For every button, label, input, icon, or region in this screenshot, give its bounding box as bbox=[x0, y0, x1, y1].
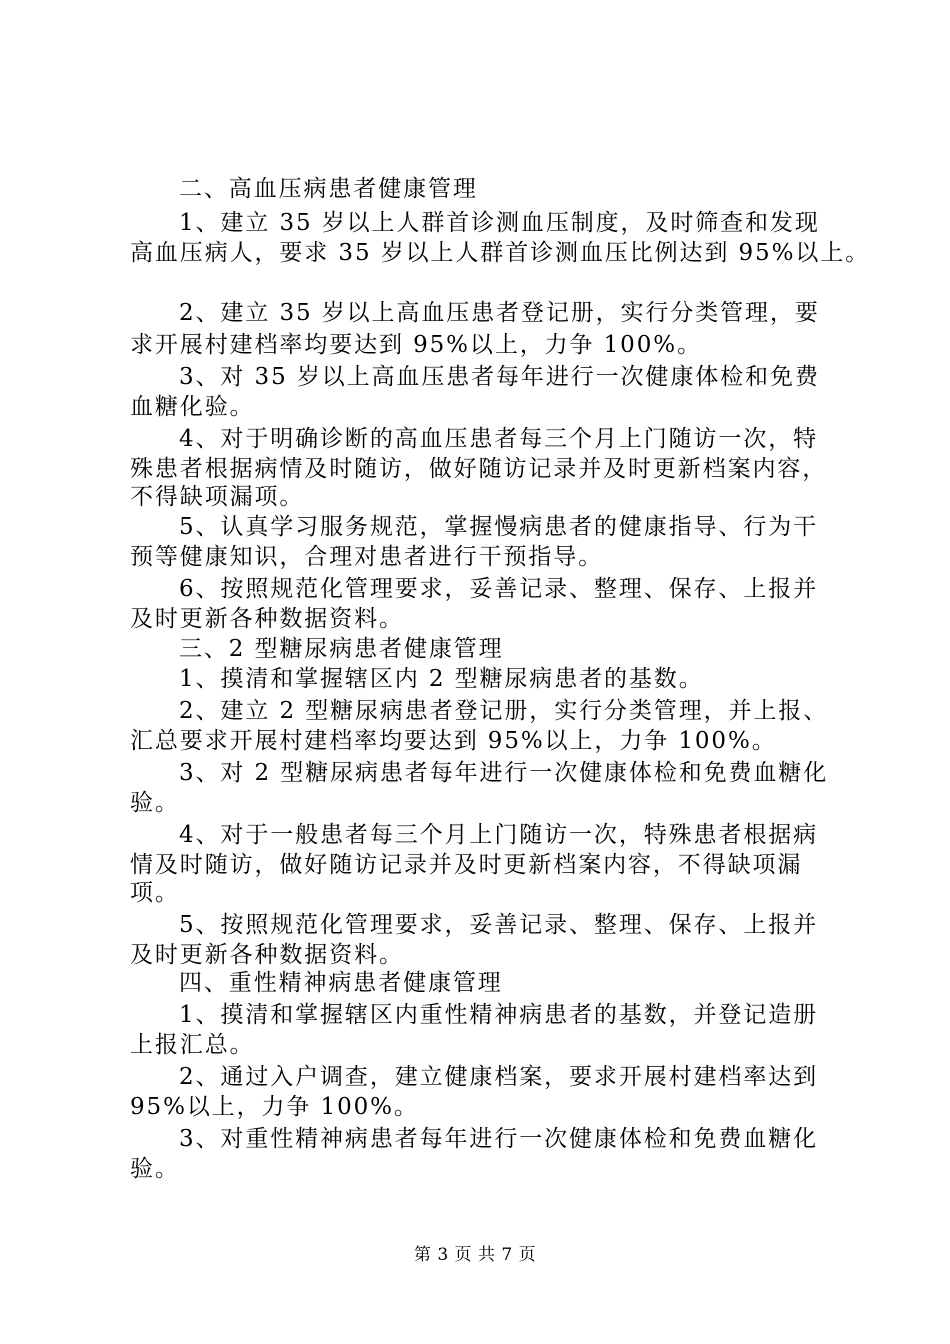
paragraph-line: 6、按照规范化管理要求，妥善记录、整理、保存、上报并 bbox=[179, 576, 819, 602]
paragraph-line: 4、对于一般患者每三个月上门随访一次，特殊患者根据病 bbox=[179, 822, 819, 848]
paragraph-line: 1、摸清和掌握辖区内 2 型糖尿病患者的基数。 bbox=[179, 666, 704, 692]
paragraph-line: 上报汇总。 bbox=[130, 1032, 255, 1058]
paragraph-line: 汇总要求开展村建档率均要达到 95%以上，力争 100%。 bbox=[130, 728, 777, 754]
paragraph-line: 预等健康知识，合理对患者进行干预指导。 bbox=[130, 544, 604, 570]
paragraph-line: 2、通过入户调查，建立健康档案，要求开展村建档率达到 bbox=[179, 1064, 819, 1090]
page-footer: 第 3 页 共 7 页 bbox=[413, 1245, 537, 1265]
paragraph-line: 项。 bbox=[130, 880, 180, 906]
paragraph-line: 验。 bbox=[130, 790, 180, 816]
paragraph-line: 1、建立 35 岁以上人群首诊测血压制度，及时筛查和发现 bbox=[179, 210, 820, 236]
paragraph-line: 高血压病人，要求 35 岁以上人群首诊测血压比例达到 95%以上。 bbox=[130, 240, 871, 266]
paragraph-line: 3、对重性精神病患者每年进行一次健康体检和免费血糖化 bbox=[179, 1126, 819, 1152]
paragraph-line: 及时更新各种数据资料。 bbox=[130, 942, 404, 968]
section-heading: 四、重性精神病患者健康管理 bbox=[179, 970, 503, 996]
paragraph-line: 验。 bbox=[130, 1156, 180, 1182]
paragraph-line: 5、按照规范化管理要求，妥善记录、整理、保存、上报并 bbox=[179, 912, 819, 938]
paragraph-line: 4、对于明确诊断的高血压患者每三个月上门随访一次，特 bbox=[179, 426, 819, 452]
paragraph-line: 求开展村建档率均要达到 95%以上，力争 100%。 bbox=[130, 332, 702, 358]
section-heading: 二、高血压病患者健康管理 bbox=[179, 176, 478, 202]
paragraph-line: 2、建立 2 型糖尿病患者登记册，实行分类管理，并上报、 bbox=[179, 698, 829, 724]
paragraph-line: 不得缺项漏项。 bbox=[130, 484, 305, 510]
paragraph-line: 2、建立 35 岁以上高血压患者登记册，实行分类管理，要 bbox=[179, 300, 820, 326]
paragraph-line: 及时更新各种数据资料。 bbox=[130, 606, 404, 632]
paragraph-line: 95%以上，力争 100%。 bbox=[130, 1094, 419, 1120]
paragraph-line: 血糖化验。 bbox=[130, 394, 255, 420]
paragraph-line: 5、认真学习服务规范，掌握慢病患者的健康指导、行为干 bbox=[179, 514, 819, 540]
paragraph-line: 情及时随访，做好随访记录并及时更新档案内容，不得缺项漏 bbox=[130, 852, 803, 878]
paragraph-line: 殊患者根据病情及时随访，做好随访记录并及时更新档案内容， bbox=[130, 456, 828, 482]
paragraph-line: 3、对 2 型糖尿病患者每年进行一次健康体检和免费血糖化 bbox=[179, 760, 829, 786]
paragraph-line: 1、摸清和掌握辖区内重性精神病患者的基数，并登记造册 bbox=[179, 1002, 819, 1028]
paragraph-line: 3、对 35 岁以上高血压患者每年进行一次健康体检和免费 bbox=[179, 364, 820, 390]
section-heading: 三、2 型糖尿病患者健康管理 bbox=[179, 636, 504, 662]
